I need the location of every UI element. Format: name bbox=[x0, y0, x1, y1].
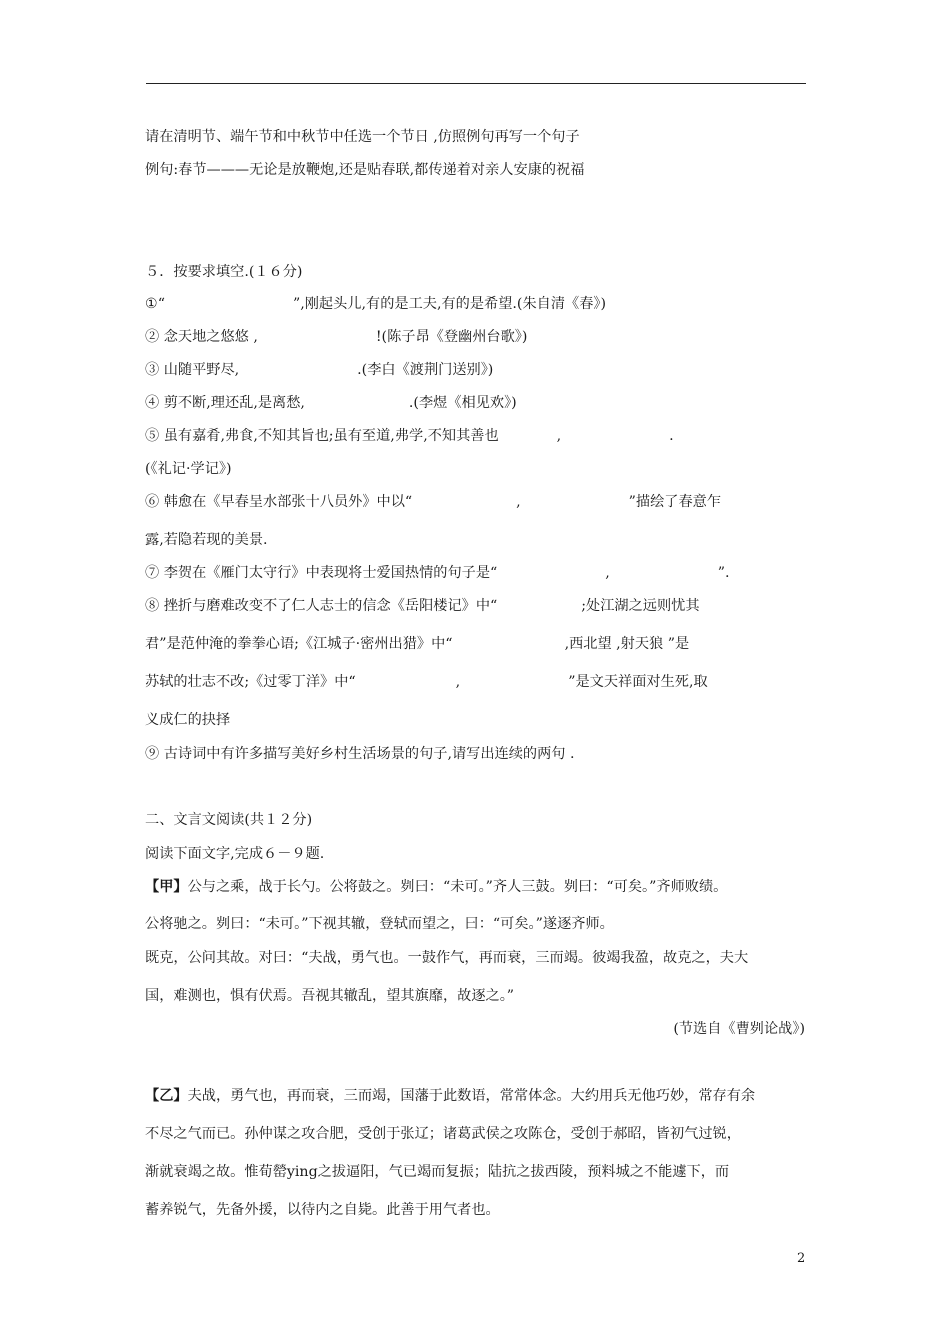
passage-jia-line-2: 公将驰之。刿曰：“未可。”下视其辙，登轼而望之，曰：“可矣。”遂逐齐师。 bbox=[145, 916, 614, 932]
intro-instruction: 请在清明节、端午节和中秋节中任选一个节日 ,仿照例句再写一个句子 bbox=[145, 129, 580, 145]
q5-item-3: ③ 山随平野尽, .(李白《渡荆门送别》) bbox=[145, 362, 494, 378]
q5-item-8-line-3: 苏轼的壮志不改;《过零丁洋》中“ , ”是文天祥面对生死,取 bbox=[145, 674, 708, 690]
q5-item-4: ④ 剪不断,理还乱,是离愁, .(李煜《相见欢》) bbox=[145, 395, 517, 411]
passage-yi-line-2: 不尽之气而已。孙仲谋之攻合肥，受创于张辽；诸葛武侯之攻陈仓，受创于郝昭，皆初气过锐， bbox=[145, 1126, 741, 1142]
q5-item-2: ② 念天地之悠悠 , !(陈子昂《登幽州台歌》) bbox=[145, 329, 528, 345]
header-rule bbox=[146, 83, 806, 84]
passage-jia-line-1: 【甲】公与之乘，战于长勺。公将鼓之。刿曰：“未可。”齐人三鼓。刿曰：“可矣。”齐师败绩。 bbox=[145, 879, 728, 895]
passage-jia-source: (节选自《曹刿论战》) bbox=[673, 1021, 805, 1037]
q5-item-8-line-2: 君”是范仲淹的拳拳心语;《江城子·密州出猎》中“ ,西北望 ,射天狼 ”是 bbox=[145, 636, 690, 652]
passage-jia-line-3: 既克，公问其故。对曰：“夫战，勇气也。一鼓作气，再而衰，三而竭。彼竭我盈，故克之，夫大 bbox=[145, 950, 749, 966]
passage-yi-mark: 【乙】 bbox=[145, 1088, 188, 1104]
q5-item-1: ①“ ”,刚起头儿,有的是工夫,有的是希望.(朱自清《春》) bbox=[145, 296, 606, 312]
q5-item-9: ⑨ 古诗词中有许多描写美好乡村生活场景的句子,请写出连续的两句 . bbox=[145, 746, 575, 762]
q5-item-8-line-4: 义成仁的抉择 bbox=[145, 712, 231, 728]
q5-item-6: ⑥ 韩愈在《早春呈水部张十八员外》中以“ , ”描绘了春意乍 bbox=[145, 494, 722, 510]
passage-yi-line-3: 渐就衰竭之故。惟荀罃ying之拔逼阳，气已竭而复振；陆抗之拔西陵，预料城之不能遽下，而 bbox=[145, 1164, 730, 1180]
page-number: 2 bbox=[797, 1251, 806, 1266]
q5-item-7: ⑦ 李贺在《雁门太守行》中表现将士爱国热情的句子是“ , ”. bbox=[145, 565, 730, 581]
section-2-title: 二、文言文阅读(共１２分) bbox=[145, 812, 313, 828]
q5-item-8-line-1: ⑧ 挫折与磨难改变不了仁人志士的信念《岳阳楼记》中“ ;处江湖之远则忧其 bbox=[145, 598, 700, 614]
passage-yi-line-4: 蓄养锐气，先备外援，以待内之自毙。此善于用气者也。 bbox=[145, 1202, 500, 1218]
passage-jia-mark: 【甲】 bbox=[145, 879, 188, 895]
q5-item-5-source: (《礼记·学记》) bbox=[145, 461, 232, 477]
section-2-instruction: 阅读下面文字,完成６－９题. bbox=[145, 846, 325, 862]
passage-yi-line-1: 【乙】夫战，勇气也，再而衰，三而竭，国藩于此数语，常常体念。大约用兵无他巧妙，常存有余 bbox=[145, 1088, 756, 1104]
passage-jia-line-4: 国，难测也，惧有伏焉。吾视其辙乱，望其旗靡，故逐之。” bbox=[145, 988, 515, 1004]
q5-item-5: ⑤ 虽有嘉肴,弗食,不知其旨也;虽有至道,弗学,不知其善也 , . bbox=[145, 428, 674, 444]
intro-example: 例句:春节———无论是放鞭炮,还是贴春联,都传递着对亲人安康的祝福 bbox=[145, 162, 585, 178]
q5-title: ５．按要求填空.(１６分) bbox=[145, 264, 303, 280]
q5-item-6-cont: 露,若隐若现的美景. bbox=[145, 532, 268, 548]
